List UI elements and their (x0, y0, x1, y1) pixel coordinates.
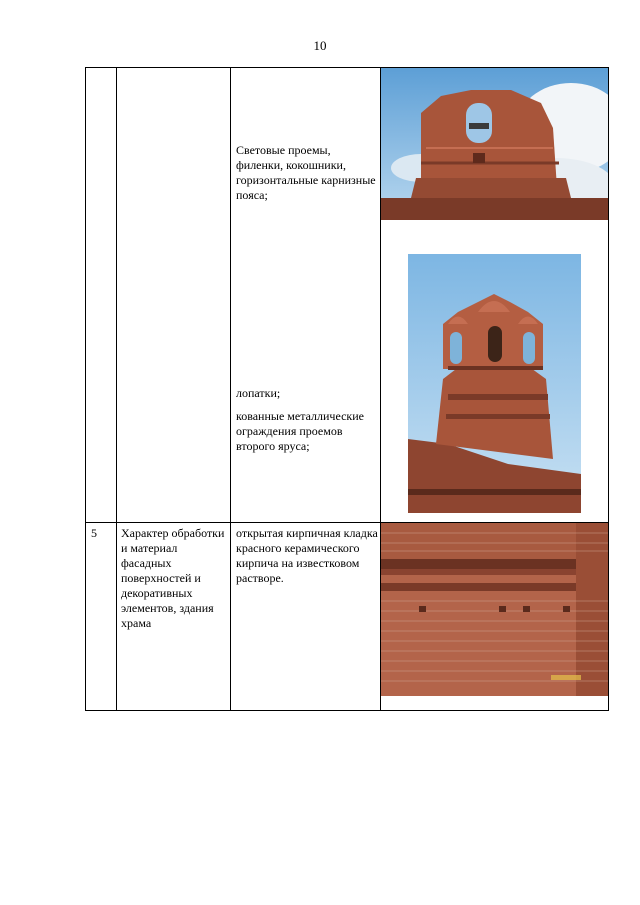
row1-item-pilasters: лопатки; (236, 386, 281, 400)
table-border-bottom (85, 710, 609, 711)
characteristics-table (85, 67, 609, 711)
photo-bell-tower-top (381, 68, 608, 220)
table-col-divider-1 (116, 67, 117, 711)
table-border-left (85, 67, 86, 711)
row2-number: 5 (91, 526, 97, 540)
row1-item-openings: Световые проемы, филенки, кокошники, горизонтальные карнизные пояса; (236, 143, 376, 202)
table-col-divider-2 (230, 67, 231, 711)
row2-item-masonry: открытая кирпичная кладка красного керамического кирпича на известковом растворе. (236, 526, 378, 585)
table-border-right (608, 67, 609, 711)
photo-octagonal-tower (408, 254, 581, 513)
row2-name: Характер обработки и материал фасадных поверхностей и декоративных элементов, здания храма (121, 526, 225, 630)
row1-item-railings: кованные металлические ограждения проемов второго яруса; (236, 409, 364, 453)
page-number: 10 (313, 38, 327, 53)
photo-brick-wall (381, 523, 608, 696)
